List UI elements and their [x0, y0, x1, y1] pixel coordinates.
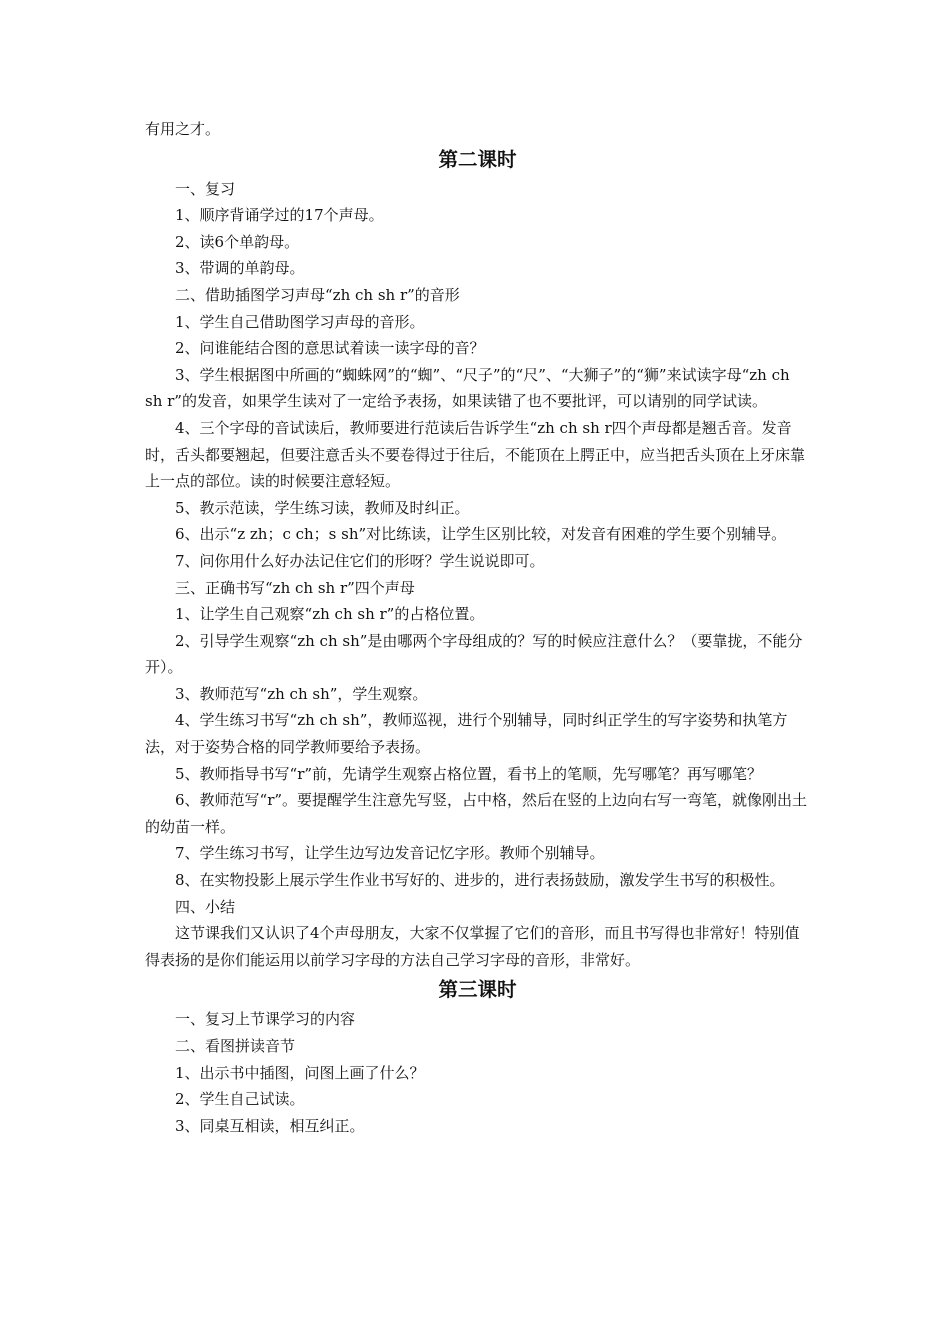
paragraph: 3、同桌互相读，相互纠正。	[175, 1116, 365, 1135]
paragraph: 2、引导学生观察“zh ch sh”是由哪两个字母组成的？写的时候应注意什么？（要靠拢，不能分开）。	[145, 631, 803, 677]
paragraph: 一、复习	[175, 179, 236, 198]
paragraph: 2、读6个单韵母。	[175, 232, 300, 251]
section-lesson-2	[145, 176, 810, 974]
paragraph: 5、教师指导书写“r”前，先请学生观察占格位置，看书上的笔顺，先写哪笔？再写哪笔？	[175, 764, 763, 783]
paragraph: 二、借助插图学习声母“zh ch sh r”的音形	[175, 285, 460, 304]
section-lesson-3	[145, 1006, 810, 1139]
paragraph: 6、教师范写“r”。要提醒学生注意先写竖，占中格，然后在竖的上边向右写一弯笔，就像刚出土的幼苗一样。	[145, 791, 808, 836]
document-body	[145, 116, 810, 1139]
section-title-lesson-2: 第二课时	[438, 147, 517, 171]
opening-line: 有用之才。	[145, 120, 221, 138]
paragraph: 4、学生练习书写“zh ch sh”，教师巡视，进行个别辅导，同时纠正学生的写字姿势和执笔方法，对于姿势合格的同学教师要给予表扬。	[145, 711, 788, 757]
paragraph: 1、让学生自己观察“zh ch sh r”的占格位置。	[175, 605, 485, 624]
paragraph: 这节课我们又认识了4个声母朋友，大家不仅掌握了它们的音形，而且书写得也非常好！特别值得表扬的是你们能运用以前学习字母的方法自己学习字母的音形，非常好。	[145, 924, 800, 969]
paragraph: 7、问你用什么好办法记住它们的形呀？学生说说即可。	[175, 551, 545, 570]
paragraph: 5、教示范读，学生练习读，教师及时纠正。	[175, 498, 470, 517]
paragraph: 3、带调的单韵母。	[175, 259, 305, 278]
paragraph: 1、顺序背诵学过的17个声母。	[175, 206, 384, 225]
paragraph: 8、在实物投影上展示学生作业书写好的、进步的，进行表扬鼓励，激发学生书写的积极性。	[175, 871, 785, 890]
paragraph: 三、正确书写“zh ch sh r”四个声母	[175, 578, 415, 597]
paragraph: 2、问谁能结合图的意思试着读一读字母的音？	[175, 339, 485, 358]
paragraph: 1、学生自己借助图学习声母的音形。	[175, 312, 425, 331]
paragraph: 3、学生根据图中所画的“蜘蛛网”的“蜘”、“尺子”的“尺”、“大狮子”的“狮”来试读字母“zh ch sh r”的发音，如果学生读对了一定给予表扬，如果读错了也不要批评，可以请别的同学试读。	[145, 365, 790, 411]
paragraph: 7、学生练习书写，让学生边写边发音记忆字形。教师个别辅导。	[175, 844, 605, 863]
paragraph: 3、教师范写“zh ch sh”，学生观察。	[175, 684, 428, 703]
paragraph: 4、三个字母的音试读后，教师要进行范读后告诉学生“zh ch sh r四个声母都是翘舌音。发音时，舌头都要翘起，但要注意舌头不要卷得过于往后，不能顶在上腭正中，应当把舌头顶在上牙床靠上一点的部位。读的时候要注意轻短。	[145, 418, 806, 491]
paragraph: 一、复习上节课学习的内容	[175, 1010, 356, 1029]
paragraph: 2、学生自己试读。	[175, 1090, 305, 1109]
paragraph: 1、出示书中插图，问图上画了什么？	[175, 1063, 425, 1082]
paragraph: 四、小结	[175, 897, 236, 916]
paragraph: 6、出示“z zh；c ch；s sh”对比练读，让学生区别比较，对发音有困难的学生要个别辅导。	[175, 525, 787, 544]
paragraph: 二、看图拼读音节	[175, 1037, 296, 1055]
section-title-lesson-3: 第三课时	[438, 978, 517, 1002]
